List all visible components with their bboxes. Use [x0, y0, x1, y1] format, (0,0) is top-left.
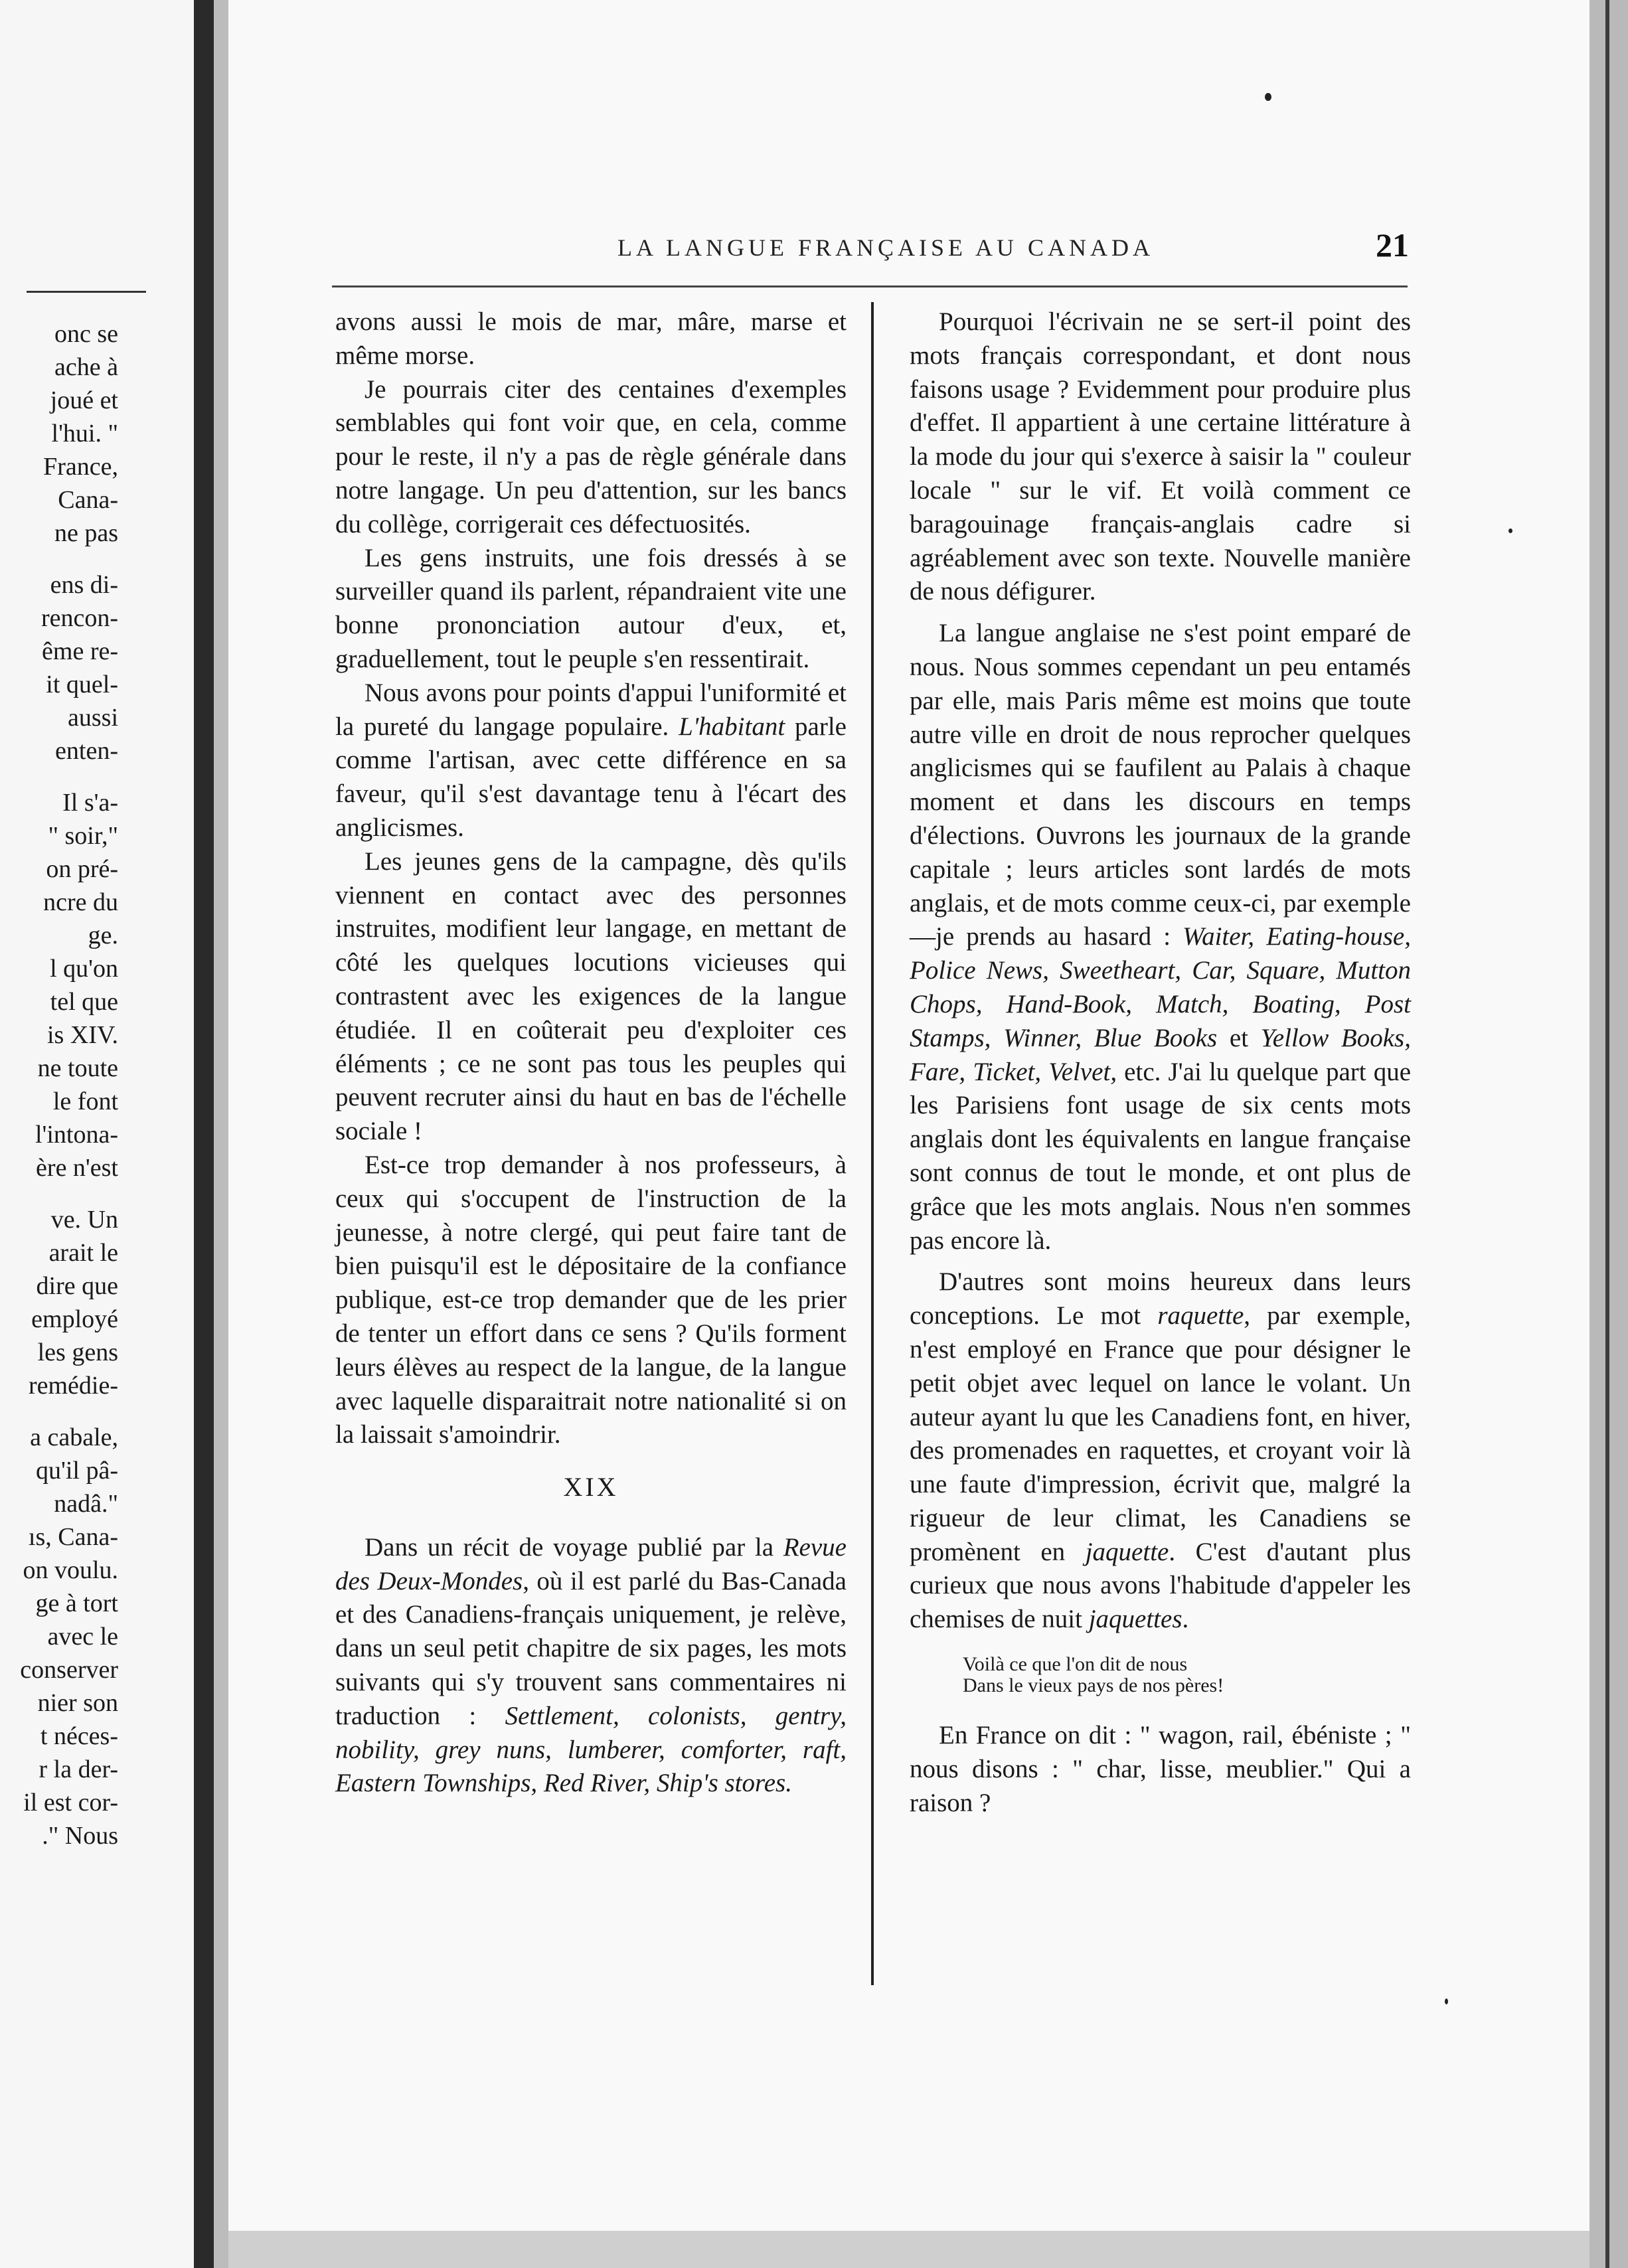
right-column — [910, 305, 1411, 1820]
previous-page-rule — [27, 291, 146, 293]
previous-page-line: ve. Un — [50, 1206, 118, 1234]
previous-page-line: tel que — [50, 988, 118, 1016]
previous-page-line: avec le — [47, 1623, 118, 1651]
page-number: 21 — [1376, 226, 1409, 264]
page-bottom-shadow — [228, 2231, 1589, 2268]
previous-page-line: qu'il pâ- — [36, 1457, 118, 1485]
previous-page-line: ." Nous — [42, 1822, 118, 1850]
paragraph: Est-ce trop demander à nos professeurs, à ceux qui s'occupent de l'instruction de la jeunesse, à notre clergé, qui peut faire tant de bien puisqu'il est le dépositaire de la confiance publique, est-ce trop demander que de les prier de tenter un effort dans ce sens ? Qu'ils forment leurs élèves au respect de la langue, de la langue avec laquelle disparaitrait notre nationalité si on la laissait s'amoindrir. — [335, 1150, 847, 1449]
previous-page-line: ne toute — [37, 1054, 118, 1082]
italic-term: L'habitant — [679, 712, 785, 741]
gutter-shadow — [214, 0, 228, 2268]
previous-page-line: ens di- — [50, 571, 118, 599]
verse-quote — [963, 1654, 1411, 1696]
paragraph: D'autres sont moins heureux dans leurs conceptions. Le mot raquette, par exemple, n'est employé en France que pour désigner le petit objet avec lequel on lance le volant. Un auteur ayant lu que les Canadiens font, en hiver, des promenades en raquettes, et croyant voir là une faute d'impression, écrivit que, malgré la rigueur de leur climat, les Canadiens se promènent en jaquette. C'est d'autant plus curieux que nous avons l'habitude d'appeler les chemises de nuit jaquettes. — [910, 1267, 1411, 1634]
previous-page-line: ême re- — [42, 637, 118, 665]
paragraph: Je pourrais citer des centaines d'exemples semblables qui font voir que, en cela, comme pour le reste, il n'y a pas de règle générale dans notre langage. Un peu d'attention, sur les bancs du collège, corrigerait ces défectuosités. — [335, 374, 847, 538]
paragraph: Nous avons pour points d'appui l'uniformité et la pureté du langage populaire. L'habitant parle comme l'artisan, avec cette différence en sa faveur, qu'il s'est davantage tenu à l'écart des anglicismes. — [335, 678, 847, 842]
previous-page-line: l'intona- — [35, 1121, 118, 1149]
previous-page-line: enten- — [55, 737, 118, 765]
previous-page-line: ge à tort — [35, 1589, 118, 1617]
section-heading: XIX — [563, 1472, 619, 1502]
paragraph: En France on dit : " wagon, rail, ébéniste ; " nous disons : " char, lisse, meublier." Qui a raison ? — [910, 1721, 1411, 1817]
paragraph: Dans un récit de voyage publié par la Revue des Deux-Mondes, où il est parlé du Bas-Canada et des Canadiens-français uniquement, je relève, dans un seul petit chapitre de six pages, les mots suivants qui s'y trouvent sans commentaires ni traduction : Settlement, colonists, gentry, nobility, grey nuns, lumberer, comforter, raft, Eastern Townships, Red River, Ship's stores. — [335, 1532, 847, 1798]
header-rule — [332, 285, 1408, 287]
previous-page-line: rencon- — [41, 604, 118, 632]
italic-title: Revue des Deux-Mondes — [335, 1532, 847, 1595]
paragraph: avons aussi le mois de mar, mâre, marse et même morse. — [335, 307, 847, 370]
speck — [1445, 1998, 1448, 2004]
previous-page-line: ne pas — [54, 519, 118, 547]
left-column — [335, 305, 847, 1801]
previous-page-line: conserver — [20, 1656, 118, 1684]
italic-term: jaquette — [1085, 1537, 1169, 1566]
previous-page-line: France, — [43, 453, 118, 481]
page-edge-line — [1605, 0, 1609, 2268]
previous-page-line: ıs, Cana- — [28, 1523, 118, 1551]
speck — [1508, 528, 1512, 533]
previous-page-line: on pré- — [46, 855, 118, 883]
paragraph: La langue anglaise ne s'est point emparé de nous. Nous sommes cependant un peu entamés par elle, mais Paris même est moins que toute autre ville en droit de nous reprocher quelques anglicismes qui se faufilent au Palais à chaque moment et dans les discours en temps d'élections. Ouvrons les journaux de la grande capitale ; leurs articles sont lardés de mots anglais, et de mots comme ceux-ci, par exemple—je prends au hasard : Waiter, Eating-house, Police News, Sweetheart, Car, Square, Mutton Chops, Hand-Book, Match, Boating, Post Stamps, Winner, Blue Books et Yellow Books, Fare, Ticket, Velvet, etc. J'ai lu quelque part que les Parisiens font usage de six cents mots anglais dont les équivalents en langue française sont connus de tout le monde, et ont plus de grâce que les mots anglais. Nous n'en sommes pas encore là. — [910, 619, 1411, 1255]
paragraph: Pourquoi l'écrivain ne se sert-il point des mots français correspondant, et dont nous faisons usage ? Evidemment pour produire plus d'effet. Il appartient à une certaine littérature à la mode du jour qui s'exerce à saisir la " couleur locale " sur le vif. Et voilà comment ce baragouinage français-anglais cadre si agréablement avec son texte. Nouvelle manière de nous défigurer. — [910, 307, 1411, 606]
previous-page-line: " soir," — [48, 822, 118, 850]
previous-page-line: dire que — [36, 1272, 118, 1300]
previous-page-line: ge. — [88, 922, 118, 949]
previous-page-line: a cabale, — [30, 1423, 118, 1451]
verse-line: Dans le vieux pays de nos pères! — [963, 1674, 1224, 1697]
previous-page-line: joué et — [50, 386, 118, 414]
book-gutter — [194, 0, 214, 2268]
previous-page-line: remédie- — [28, 1372, 118, 1400]
italic-word-list: Waiter, Eating-house, Police News, Sweetheart, Car, Square, Mutton Chops, Hand-Book, Match, Boating, Post Stamps, Winner, Blue Books — [910, 922, 1411, 1052]
previous-page-line: aussi — [68, 704, 118, 732]
italic-word-list: Yellow Books, Fare, Ticket, Velvet, — [910, 1023, 1411, 1086]
previous-page-line: ncre du — [43, 888, 118, 916]
previous-page-line: nier son — [37, 1689, 118, 1717]
previous-page-line: l qu'on — [50, 955, 118, 983]
running-title: LA LANGUE FRANÇAISE AU CANADA — [617, 234, 1155, 261]
italic-term: jaquettes — [1088, 1605, 1182, 1634]
previous-page-line: is XIV. — [47, 1021, 118, 1049]
previous-page-line: ère n'est — [36, 1154, 118, 1182]
italic-word-list: Settlement, colonists, gentry, nobility, grey nuns, lumberer, comforter, raft, Eastern Townships, Red River, Ship's stores. — [335, 1701, 847, 1798]
previous-page-line: il est cor- — [23, 1789, 118, 1817]
verse-line: Voilà ce que l'on dit de nous — [963, 1653, 1188, 1676]
previous-page-line: it quel- — [46, 671, 118, 698]
paragraph: Les jeunes gens de la campagne, dès qu'ils viennent en contact avec des personnes instruites, modifient leur langage, en mettant de côté les quelques locutions vicieuses qui contrastent avec les exigences de la langue étudiée. Il en coûterait peu d'exploiter ces éléments ; ce ne sont pas tous les peuples qui peuvent recruter ainsi du haut en bas de l'échelle sociale ! — [335, 847, 847, 1146]
previous-page-line: les gens — [37, 1338, 118, 1366]
previous-page-edge — [0, 0, 194, 2268]
previous-page-line: employé — [31, 1305, 118, 1333]
previous-page-line: on voulu. — [23, 1556, 118, 1584]
previous-page-line: onc se — [54, 320, 118, 348]
paragraph: Les gens instruits, une fois dressés à se surveiller quand ils parlent, répandraient vite une bonne prononciation autour d'eux, et, graduellement, tout le peuple s'en ressentirait. — [335, 543, 847, 673]
previous-page-line: arait le — [48, 1239, 118, 1267]
previous-page-line: le font — [52, 1088, 118, 1115]
previous-page-line: nadâ." — [54, 1490, 118, 1518]
previous-page-line: l'hui. " — [51, 420, 118, 447]
previous-page-line: Cana- — [58, 486, 118, 514]
previous-page-line: r la der- — [39, 1755, 118, 1783]
column-rule — [871, 302, 874, 1985]
previous-page-line: t néces- — [40, 1722, 118, 1750]
previous-page-line: ache à — [54, 353, 118, 381]
speck — [1265, 93, 1271, 101]
italic-term: raquette — [1157, 1301, 1244, 1331]
previous-page-line: Il s'a- — [62, 789, 118, 817]
